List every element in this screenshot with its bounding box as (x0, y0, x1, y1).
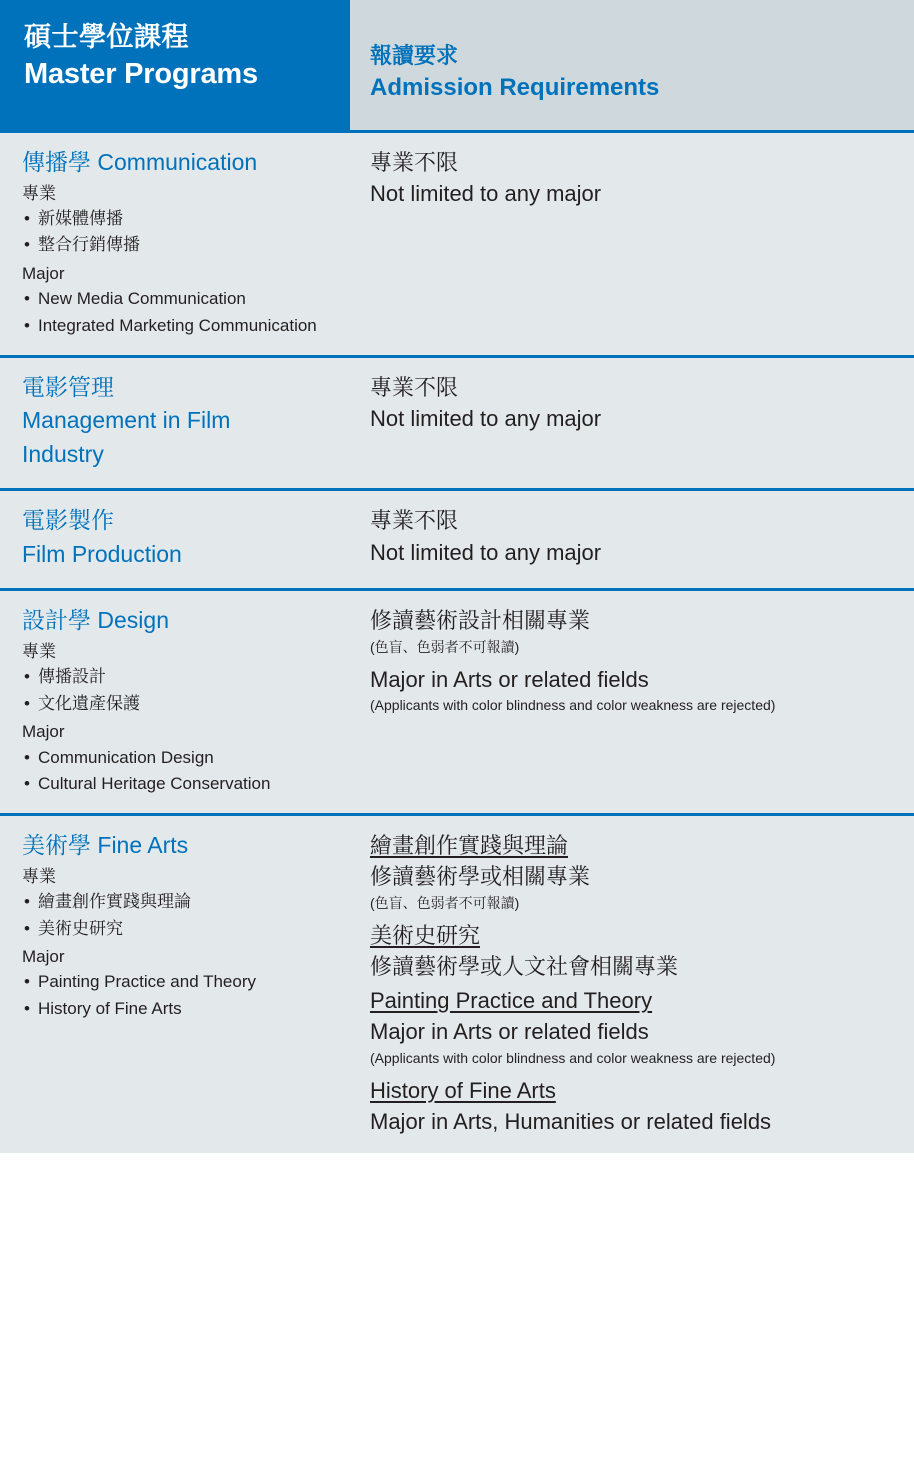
requirement-heading: History of Fine Arts (370, 1077, 556, 1103)
header-requirements-en: Admission Requirements (370, 73, 660, 101)
list-item: • History of Fine Arts (22, 996, 332, 1022)
requirement-zh: 專業不限 (370, 150, 459, 175)
list-item: • Communication Design (22, 745, 332, 771)
requirement-heading: Painting Practice and Theory (370, 988, 653, 1014)
header-programs-zh: 碩士學位課程 (24, 22, 189, 52)
requirement-cell (350, 133, 914, 355)
header-cell-requirements (350, 0, 914, 130)
requirement-zh-note: (色盲、色弱者不可報讀) (370, 638, 520, 655)
header-requirements-zh: 報讀要求 (370, 43, 459, 68)
requirement-cell (350, 591, 914, 813)
requirement-cell (350, 491, 914, 588)
requirement-cell (350, 816, 914, 1153)
requirement-note: (Applicants with color blindness and color weakness are rejected) (370, 1049, 776, 1066)
program-title: 電影製作 (22, 507, 114, 534)
major-label-zh: 專業 (22, 866, 56, 886)
requirement-text: 修讀藝術學或相關專業 (370, 864, 591, 890)
requirement-en: Major in Arts or related fields (370, 666, 649, 692)
program-cell (0, 591, 350, 813)
program-title: 設計學 Design (22, 607, 169, 634)
list-item: • 文化遺產保護 (22, 691, 332, 717)
major-label-en: Major (22, 263, 65, 283)
program-title: 電影管理 (22, 373, 114, 400)
table-row (0, 813, 914, 1153)
requirement-note: (色盲、色弱者不可報讀) (370, 894, 520, 911)
table-row (0, 488, 914, 588)
major-label-zh: 專業 (22, 641, 56, 661)
requirement-text: Major in Arts, Humanities or related fields (370, 1108, 772, 1134)
requirement-en: Not limited to any major (370, 406, 602, 432)
major-list-en (22, 286, 332, 339)
program-title-en: Film Production (22, 540, 182, 567)
program-title-en-line2: Industry (22, 440, 104, 467)
major-list-zh (22, 206, 332, 259)
list-item: • 美術史研究 (22, 916, 332, 942)
list-item: • 整合行銷傳播 (22, 232, 332, 258)
table-row (0, 355, 914, 489)
program-title-en-line1: Management in Film (22, 407, 231, 434)
program-cell (0, 133, 350, 355)
list-item: • 傳播設計 (22, 664, 332, 690)
list-item: • 繪畫創作實踐與理論 (22, 889, 332, 915)
program-cell (0, 491, 350, 588)
major-list-zh (22, 889, 332, 942)
table-row (0, 588, 914, 813)
header-programs-en: Master Programs (24, 58, 258, 91)
list-item: • New Media Communication (22, 286, 332, 312)
requirement-zh: 專業不限 (370, 508, 459, 534)
program-title: 美術學 Fine Arts (22, 832, 189, 859)
requirement-cell (350, 358, 914, 489)
requirement-en-note: (Applicants with color blindness and color weakness are rejected) (370, 696, 776, 713)
major-label-zh: 專業 (22, 183, 56, 203)
table-header (0, 0, 914, 130)
requirement-zh: 專業不限 (370, 374, 459, 400)
program-title: 傳播學 Communication (22, 149, 258, 175)
major-list-en (22, 969, 332, 1022)
header-cell-programs (0, 0, 350, 130)
requirement-en: Not limited to any major (370, 539, 602, 565)
major-label-en: Major (22, 946, 65, 966)
requirement-heading: 繪畫創作實踐與理論 (370, 833, 569, 859)
list-item: • Cultural Heritage Conservation (22, 771, 332, 797)
major-list-zh (22, 664, 332, 717)
requirement-en: Not limited to any major (370, 181, 602, 207)
list-item: • 新媒體傳播 (22, 206, 332, 232)
list-item: • Painting Practice and Theory (22, 969, 332, 995)
program-cell (0, 816, 350, 1153)
list-item: • Integrated Marketing Communication (22, 313, 332, 339)
major-label-en: Major (22, 722, 65, 742)
table-row (0, 130, 914, 355)
requirement-heading: 美術史研究 (370, 922, 481, 948)
requirement-zh: 修讀藝術設計相關專業 (370, 608, 591, 634)
program-cell (0, 358, 350, 489)
requirement-text: Major in Arts or related fields (370, 1019, 649, 1045)
requirement-text: 修讀藝術學或人文社會相關專業 (370, 953, 679, 979)
major-list-en (22, 745, 332, 798)
